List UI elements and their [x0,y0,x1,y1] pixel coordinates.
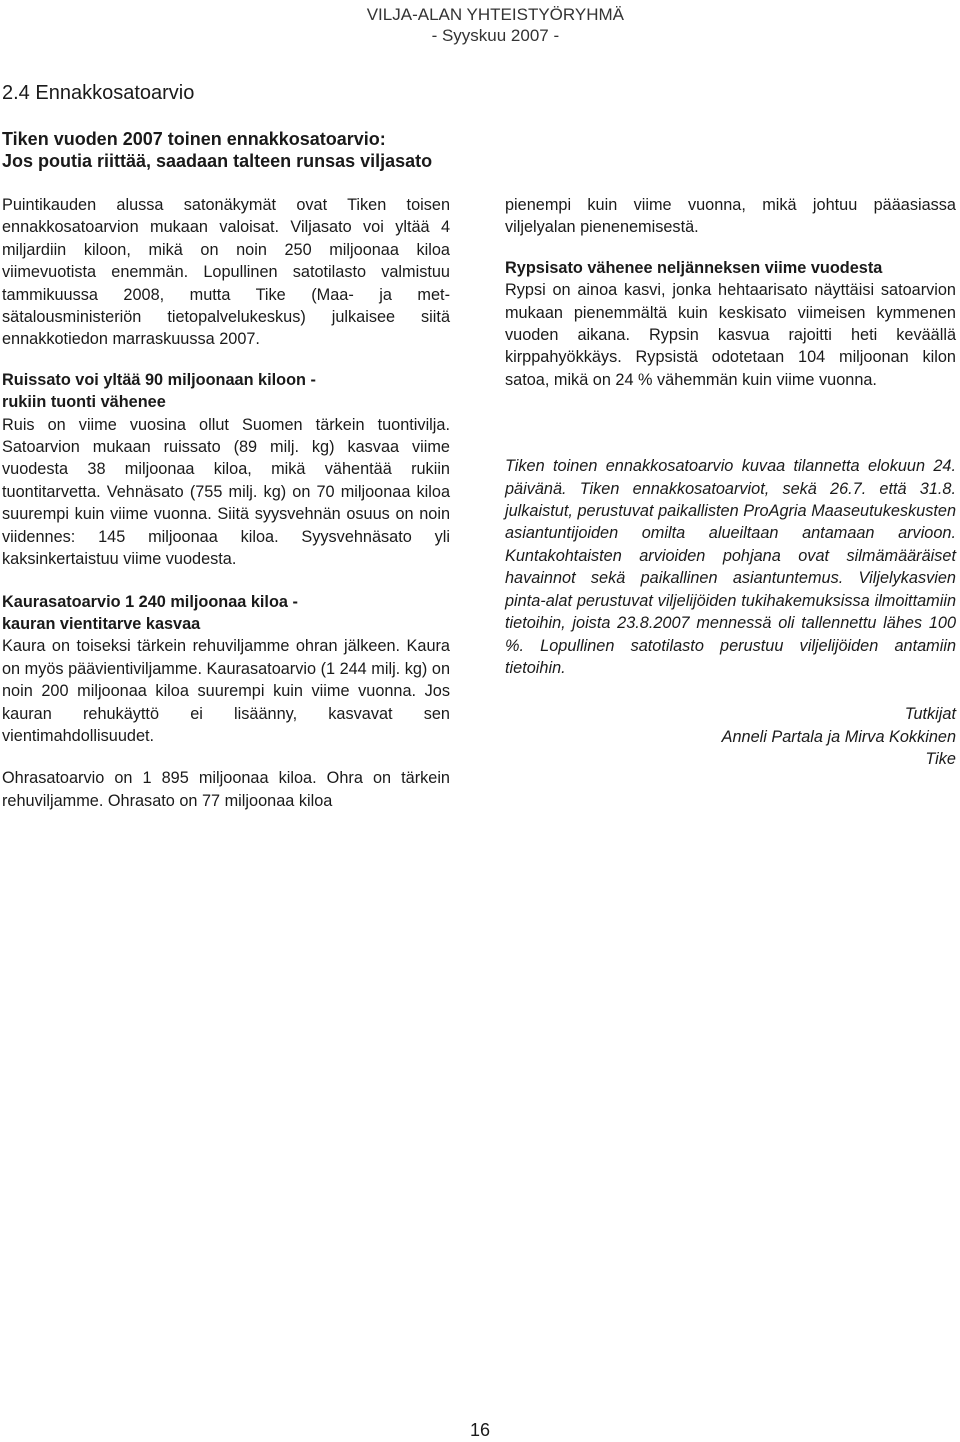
barley-continuation: pienempi kuin viime vuonna, mikä johtuu pääasiassa viljelyalan pienenemisestä. [505,196,956,237]
left-column [2,194,450,812]
oats-heading-line-1: Kaurasatoarvio 1 240 miljoonaa kiloa - [2,592,298,611]
header-date: - Syyskuu 2007 - [431,26,560,45]
signature-names: Anneli Partala ja Mirva Kokkinen [721,727,956,746]
barley-paragraph: Ohrasatoarvio on 1 895 miljoonaa kiloa. Ohra on tärkein rehuviljamme. Ohrasato on 77 miljoonaa kiloa [2,769,450,810]
signature-org: Tike [925,750,956,769]
section-title: 2.4 Ennakkosatoarvio [2,82,195,104]
headline-line-2: Jos poutia riittää, saadaan talteen runsas viljasato [2,151,433,171]
headline-line-1: Tiken vuoden 2007 toinen ennakkosatoarvio: [2,129,386,149]
rapeseed-paragraph: Rypsi on ainoa kasvi, jonka hehtaarisato näyttäisi satoarvion mukaan pienemmältä kuin keskisato viimeisen kymmenen vuoden aikana. Rypsin kasvua rajoitti heti keväällä kirppahyökkäys. Rypsistä odotetaan 104 miljoonan kilon satoa, mikä on 24 % vähemmän kuin viime vuonna. [505,281,956,389]
header-org: VILJA-ALAN YHTEISTYÖRYHMÄ [366,5,624,24]
rye-paragraph: Ruis on viime vuosina ollut Suomen tärkein tuontivilja. Satoarvion mukaan ruissato (89 milj. kg) kasvaa viime vuodesta 38 miljoonaa kiloa, mikä vähentää rukiin tuontitarvetta. Vehnäsato (755 milj. kg) on 70 miljoonaa kiloa suurempi kuin viime vuonna. Siitä syysvehnän osuus on noin viidennes: 145 miljoonaa kiloa. Syysvehnäsato yli kaksinkertaistuu viime vuodesta. [2,415,450,569]
oats-heading-line-2: kauran vientitarve kasvaa [2,614,201,633]
intro-paragraph: Puintikauden alussa satonäkymät ovat Tiken toisen ennakkosatoarvion mukaan valoisat. Viljasato voi yltää 4 miljardiin kiloon, mikä on noin 250 miljoonaa kiloa viimevuotista enemmän. Lopullinen satotilasto valmistuu tammikuussa 2008, mutta Tike (Maa- ja met-sätalousministeriön tietopalvelukeskus) julkaisee siitä ennakkotiedon marraskuussa 2007. [2,196,450,349]
rye-heading-line-1: Ruissato voi yltää 90 miljoonaan kiloon - [2,370,316,389]
rapeseed-heading: Rypsisato vähenee neljänneksen viime vuodesta [505,258,883,277]
page-header [367,4,624,46]
article-headline [2,128,432,172]
right-column [505,194,956,771]
methodology-note: Tiken toinen ennakkosatoarvio kuvaa tilannetta elokuun 24. päivänä. Tiken ennakkosatoarviot, sekä 26.7. että 31.8. julkaistut, perustuvat paikallisten ProAgria Maaseutukeskusten asiantuntijoiden omilta alueiltaan antamaan arvioon. Kuntakohtaisten arvioiden pohjana ovat silmämääräiset havainnot sekä paikallinen asiantuntemus. Viljelykasvien pinta-alat perustuvat viljelijöiden tukihakemuksissa ilmoittamiin tietoihin, joista 23.8.2007 mennessä oli tallennettu lähes 100 %. Lopullinen satotilasto perustuu viljelijöiden antamiin tietoihin. [505,457,956,677]
rye-heading-line-2: rukiin tuonti vähenee [2,393,166,412]
oats-paragraph: Kaura on toiseksi tärkein rehuviljamme ohran jälkeen. Kaura on myös päävientiviljamme. Kaurasatoarvio (1 244 milj. kg) on noin 200 miljoonaa kiloa suurempi kuin viime vuonna. Jos kauran rehukäyttö ei lisäänny, kasvavat sen vientimahdollisuudet. [2,637,450,745]
page-number: 16 [469,1420,491,1440]
signature-label: Tutkijat [904,705,956,724]
